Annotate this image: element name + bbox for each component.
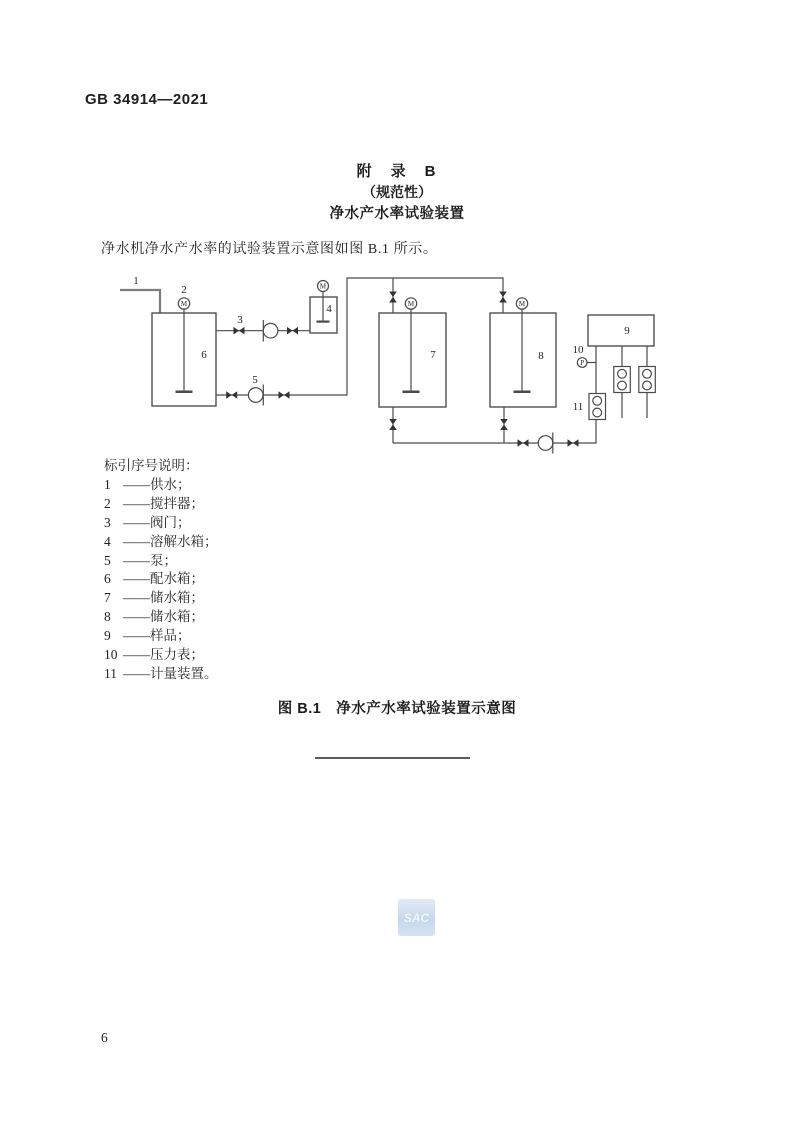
valve-icon (500, 419, 508, 430)
legend-item: 9 ——样品； (104, 628, 191, 644)
gauge-letter: P (580, 359, 585, 367)
tank8-drain (500, 407, 508, 443)
mixing-tank-6 (152, 284, 216, 406)
label-5: 5 (252, 374, 258, 386)
valve-icon (389, 292, 397, 303)
legend-item: 2 ——搅拌器； (104, 495, 204, 511)
legend-item: 3 ——阀门； (104, 514, 191, 530)
sac-watermark (398, 899, 435, 936)
pump-5-icon (248, 388, 263, 403)
branch-to-tank7 (389, 278, 397, 313)
label-9: 9 (624, 325, 630, 337)
legend-item: 8 ——储水箱； (104, 609, 204, 625)
valve-icon (279, 391, 290, 399)
label-6: 6 (201, 349, 207, 361)
watermark-text: SAC (403, 910, 430, 925)
intro-paragraph: 净水机净水产水率的试验装置示意图如图 B.1 所示。 (101, 242, 438, 257)
legend-item: 4 ——溶解水箱； (104, 533, 218, 549)
label-3: 3 (237, 314, 243, 326)
figure-caption: 图 B.1 净水产水率试验装置示意图 (277, 701, 517, 717)
upper-transfer-line (216, 314, 310, 342)
dissolving-tank-4 (310, 281, 337, 334)
storage-tank-8 (490, 298, 556, 407)
branch-to-tank8 (499, 292, 507, 303)
label-11: 11 (572, 401, 584, 413)
page-number: 6 (101, 1030, 108, 1045)
legend (104, 457, 218, 684)
motor-letter: M (319, 282, 327, 291)
standard-number: GB 34914—2021 (85, 91, 209, 108)
metering-device (614, 367, 631, 393)
appendix-title: 附 录 B (356, 163, 438, 180)
label-10: 10 (572, 344, 584, 356)
supply-pipe (120, 275, 160, 313)
motor-letter: M (407, 300, 415, 309)
legend-item: 5 ——泵； (104, 552, 177, 568)
motor-letter: M (518, 300, 526, 309)
valve-icon (389, 419, 397, 430)
transfer-pump-icon (263, 323, 278, 338)
valve-icon (568, 439, 579, 447)
legend-heading: 标引序号说明： (104, 458, 199, 473)
apparatus-diagram (100, 265, 700, 465)
legend-item: 10 ——压力表； (104, 647, 204, 663)
figure-b1 (100, 265, 700, 465)
metering-device-11 (573, 394, 606, 420)
legend-item: 7 ——储水箱； (104, 590, 204, 606)
delivery-pump-icon (538, 436, 553, 451)
legend-item: 11 ——计量装置。 (104, 665, 218, 681)
valve-icon (226, 391, 237, 399)
end-of-text-rule (315, 757, 470, 759)
label-1: 1 (133, 275, 139, 287)
tank7-drain (389, 407, 397, 443)
feed-line-and-header (216, 278, 503, 406)
label-4: 4 (326, 303, 332, 315)
appendix-normative-label: （规范性） (362, 184, 432, 200)
valve-icon (518, 439, 529, 447)
storage-tank-7 (379, 298, 446, 407)
metering-device (639, 367, 656, 393)
pressure-gauge-10 (573, 344, 597, 367)
appendix-subject-title: 净水产水率试验装置 (329, 206, 465, 222)
label-8: 8 (538, 350, 544, 362)
motor-letter: M (180, 300, 188, 309)
legend-item: 1 ——供水； (104, 476, 191, 492)
valve-icon (499, 292, 507, 303)
label-7: 7 (430, 349, 436, 361)
label-2: 2 (181, 284, 187, 296)
legend-item: 6 ——配水箱； (104, 571, 204, 587)
